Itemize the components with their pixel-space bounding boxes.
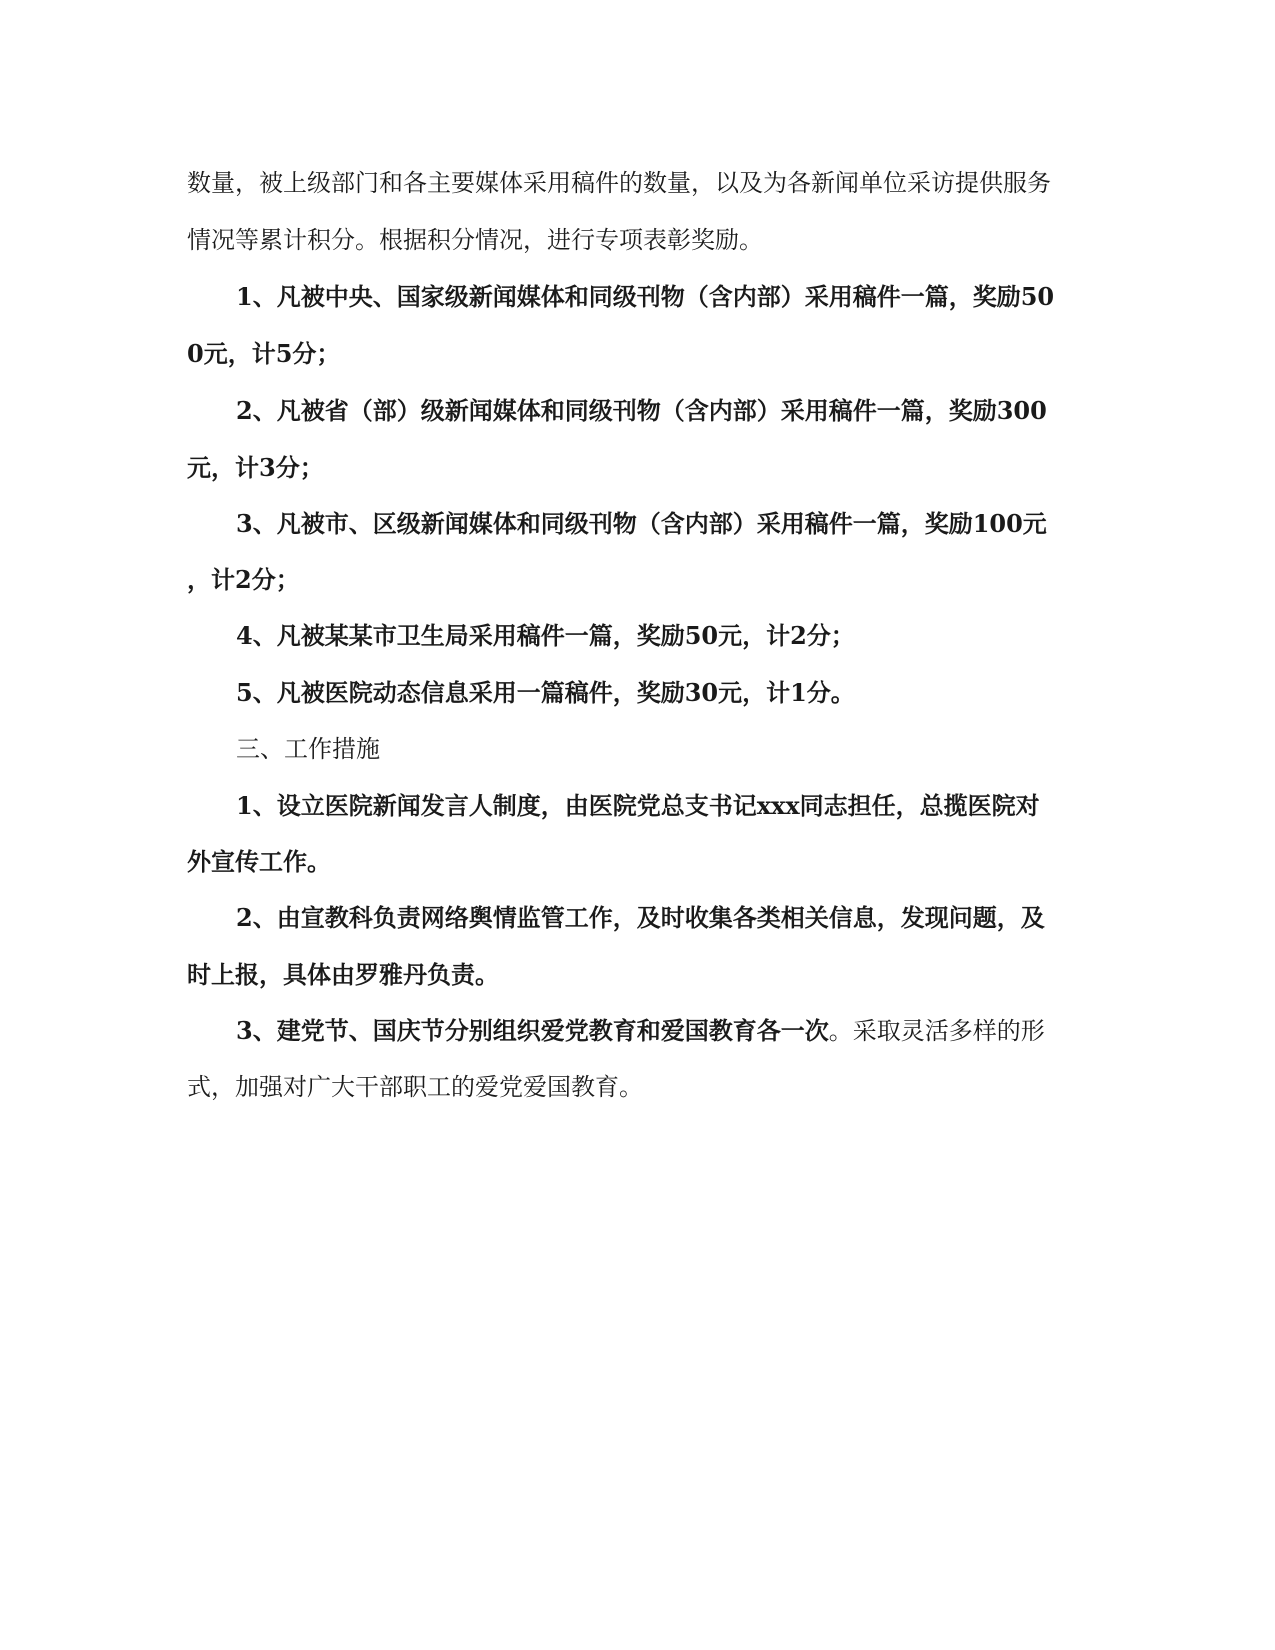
reward-2-line-1: 2、凡被省（部）级新闻媒体和同级刊物（含内部）采用稿件一篇，奖励300 xyxy=(236,396,1047,425)
measure-2-line-1: 2、由宣教科负责网络舆情监管工作，及时收集各类相关信息，发现问题，及 xyxy=(236,903,1045,932)
reward-4-line: 4、凡被某某市卫生局采用稿件一篇，奖励50元，计2分； xyxy=(236,621,855,650)
measure-3-bold-part: 3、建党节、国庆节分别组织爱党教育和爱国教育各一次 xyxy=(236,1016,829,1045)
section-heading: 三、工作措施 xyxy=(236,735,380,763)
reward-2-line-2: 元，计3分； xyxy=(187,453,324,482)
reward-1-line-1: 1、凡被中央、国家级新闻媒体和同级刊物（含内部）采用稿件一篇，奖励50 xyxy=(236,282,1055,311)
intro-line-2: 情况等累计积分。根据积分情况，进行专项表彰奖励。 xyxy=(187,226,763,254)
measure-1-line-2: 外宣传工作。 xyxy=(187,847,331,876)
measure-2-line-2: 时上报，具体由罗雅丹负责。 xyxy=(187,960,499,989)
measure-3-line-2: 式，加强对广大干部职工的爱党爱国教育。 xyxy=(187,1073,643,1101)
measure-3-normal-part: 。采取灵活多样的形 xyxy=(828,1017,1045,1045)
reward-1-line-2: 0元，计5分； xyxy=(187,339,341,368)
reward-3-line-2: ，计2分； xyxy=(187,565,300,594)
measure-1-line-1: 1、设立医院新闻发言人制度，由医院党总支书记xxx同志担任，总揽医院对 xyxy=(236,791,1040,820)
measure-3-line-1 xyxy=(236,1016,1136,1046)
reward-5-line: 5、凡被医院动态信息采用一篇稿件，奖励30元，计1分。 xyxy=(236,678,855,707)
intro-line-1: 数量，被上级部门和各主要媒体采用稿件的数量，以及为各新闻单位采访提供服务 xyxy=(187,169,1051,197)
reward-3-line-1: 3、凡被市、区级新闻媒体和同级刊物（含内部）采用稿件一篇，奖励100元 xyxy=(236,509,1047,538)
